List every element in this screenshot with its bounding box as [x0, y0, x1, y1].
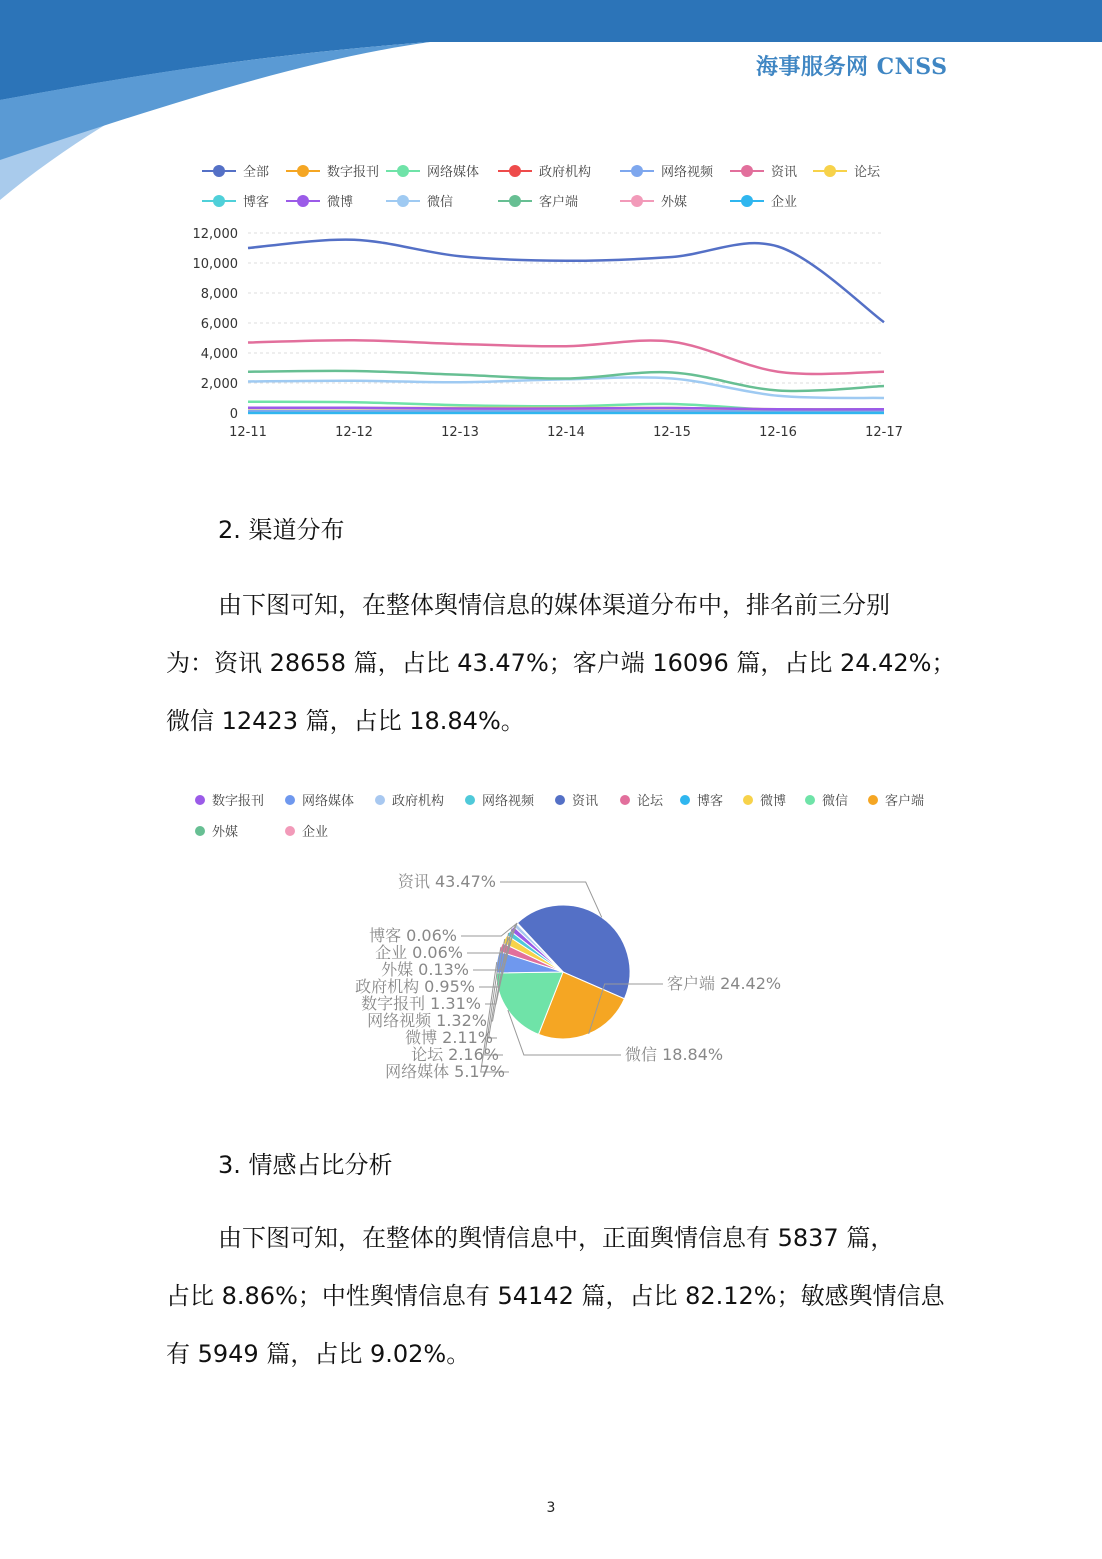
paragraph-line: 占比 8.86%；中性舆情信息有 54142 篇，占比 82.12%；敏感舆情信息: [166, 1282, 945, 1310]
legend-item: [555, 793, 598, 809]
pie-slice-label: 网络媒体 5.17%: [385, 1062, 505, 1081]
paragraph-sentiment: [166, 1209, 945, 1383]
paragraph-line: 微信 12423 篇，占比 18.84%。: [166, 707, 525, 735]
legend-item: [465, 793, 535, 809]
legend-marker: [397, 195, 409, 207]
legend-marker: [824, 165, 836, 177]
legend-item: [730, 164, 797, 180]
y-tick-label: 8,000: [200, 287, 238, 302]
legend-marker: [680, 795, 690, 805]
legend-item: [868, 793, 924, 809]
legend-item: [805, 793, 848, 809]
series-line: [248, 240, 884, 323]
legend-label: 微博: [327, 195, 354, 210]
x-tick-label: 12-16: [759, 425, 797, 440]
page-number: 3: [546, 1500, 556, 1516]
paragraph-channel: [166, 576, 956, 750]
legend-marker: [620, 795, 630, 805]
legend-marker: [285, 795, 295, 805]
legend-marker: [375, 795, 385, 805]
legend-label: 全部: [243, 165, 270, 180]
legend-item: [386, 194, 453, 210]
legend-item: [620, 194, 687, 210]
legend-item: [680, 793, 723, 809]
x-tick-label: 12-12: [335, 425, 373, 440]
legend-label: 论坛: [854, 165, 881, 180]
legend-label: 资讯: [572, 794, 599, 809]
legend-item: [375, 793, 444, 809]
legend-item: [730, 194, 797, 210]
legend-label: 数字报刊: [327, 165, 380, 180]
pie-slice-label: 企业 0.06%: [375, 943, 463, 962]
legend-item: [286, 194, 353, 210]
legend-marker: [213, 165, 225, 177]
y-tick-label: 6,000: [200, 317, 238, 332]
legend-label: 博客: [697, 794, 724, 809]
paragraph-line: 有 5949 篇，占比 9.02%。: [166, 1340, 471, 1368]
series-line: [248, 377, 884, 398]
legend-marker: [868, 795, 878, 805]
trend-line-chart: [180, 150, 920, 450]
brand-title: 海事服务网 CNSS: [756, 54, 948, 80]
y-tick-label: 10,000: [192, 257, 238, 272]
legend-marker: [631, 165, 643, 177]
legend-label: 微信: [427, 195, 454, 210]
legend-item: [620, 794, 664, 809]
legend-label: 论坛: [637, 794, 664, 809]
legend-item: [620, 164, 714, 180]
legend-item: [813, 165, 881, 180]
legend-item: [386, 164, 479, 180]
legend-marker: [397, 165, 409, 177]
legend-label: 客户端: [885, 794, 925, 809]
legend-marker: [743, 795, 753, 805]
paragraph-line: 由下图可知，在整体舆情信息的媒体渠道分布中，排名前三分别: [218, 591, 890, 619]
pie-slice-label: 论坛 2.16%: [411, 1045, 499, 1064]
legend-label: 网络媒体: [427, 165, 480, 180]
legend-marker: [555, 795, 565, 805]
legend-marker: [195, 826, 205, 836]
legend-item: [498, 194, 578, 210]
legend-marker: [631, 195, 643, 207]
x-tick-label: 12-11: [229, 425, 267, 440]
legend-item: [285, 793, 354, 809]
pie-slice-label: 客户端 24.42%: [667, 974, 782, 993]
legend-label: 博客: [243, 195, 270, 210]
legend-marker: [465, 795, 475, 805]
legend-marker: [509, 195, 521, 207]
legend-label: 政府机构: [392, 794, 445, 809]
legend-marker: [213, 195, 225, 207]
legend-label: 企业: [771, 195, 798, 210]
x-tick-label: 12-17: [865, 425, 903, 440]
legend-marker: [297, 165, 309, 177]
pie-slice-label: 网络视频 1.32%: [367, 1011, 487, 1030]
legend-marker: [741, 165, 753, 177]
legend-label: 网络视频: [482, 794, 535, 809]
legend-item: [202, 165, 269, 180]
pie-slice-label: 微博 2.11%: [405, 1028, 493, 1047]
legend-marker: [741, 195, 753, 207]
pie-slice-label: 博客 0.06%: [369, 926, 457, 945]
legend-item: [743, 793, 786, 809]
legend-marker: [805, 795, 815, 805]
paragraph-line: 为：资讯 28658 篇，占比 43.47%；客户端 16096 篇，占比 24.42%；: [166, 649, 956, 677]
legend-label: 政府机构: [539, 165, 592, 180]
x-tick-label: 12-13: [441, 425, 479, 440]
section-heading-sentiment: 3. 情感占比分析: [218, 1151, 393, 1179]
legend-item: [498, 164, 591, 180]
pie-slice-label: 数字报刊 1.31%: [361, 994, 481, 1013]
legend-label: 网络媒体: [302, 794, 355, 809]
y-tick-label: 4,000: [200, 347, 238, 362]
legend-item: [285, 824, 328, 840]
y-tick-label: 2,000: [200, 377, 238, 392]
legend-label: 微博: [760, 794, 787, 809]
legend-marker: [297, 195, 309, 207]
legend-item: [202, 194, 269, 210]
legend-label: 外媒: [212, 825, 239, 840]
legend-label: 外媒: [661, 195, 688, 210]
pie-slice-label: 资讯 43.47%: [397, 872, 496, 891]
legend-label: 数字报刊: [212, 794, 265, 809]
legend-marker: [509, 165, 521, 177]
y-tick-label: 0: [229, 407, 238, 422]
pie-slice-label: 微信 18.84%: [625, 1045, 724, 1064]
legend-item: [286, 164, 379, 180]
legend-label: 企业: [302, 825, 329, 840]
legend-item: [195, 793, 264, 809]
legend-label: 微信: [822, 794, 849, 809]
pie-slice-label: 政府机构 0.95%: [355, 977, 475, 996]
legend-item: [195, 824, 238, 840]
paragraph-line: 由下图可知，在整体的舆情信息中，正面舆情信息有 5837 篇，: [218, 1224, 895, 1252]
y-tick-label: 12,000: [192, 227, 238, 242]
legend-label: 网络视频: [661, 165, 714, 180]
legend-label: 资讯: [771, 165, 798, 180]
legend-marker: [285, 826, 295, 836]
section-heading-channel: 2. 渠道分布: [218, 516, 345, 544]
pie-slice-label: 外媒 0.13%: [381, 960, 469, 979]
series-line: [248, 340, 884, 374]
channel-pie-chart: [180, 780, 960, 1100]
x-tick-label: 12-15: [653, 425, 691, 440]
x-tick-label: 12-14: [547, 425, 585, 440]
legend-label: 客户端: [539, 195, 579, 210]
legend-marker: [195, 795, 205, 805]
